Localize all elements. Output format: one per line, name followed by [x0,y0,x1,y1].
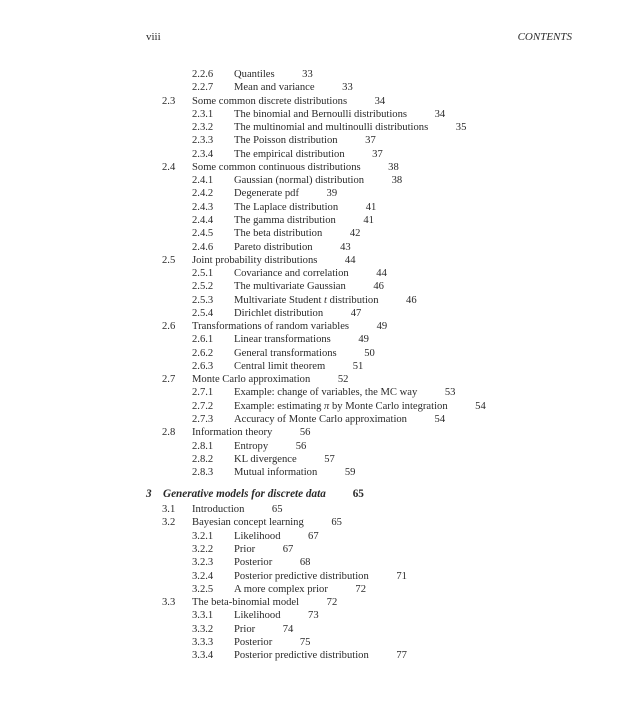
section-title [192,503,283,516]
section-title-text: Accuracy of Monte Carlo approximation [234,414,407,426]
section-number: 2.5.4 [192,307,214,319]
section-page-number: 65 [271,504,283,515]
section-page-number: 56 [295,440,307,452]
section-title [234,543,293,556]
section-title-text: Multivariate Student t distribution [234,294,379,306]
section-title-text: Covariance and correlation [234,268,349,280]
chapter-page-number: 65 [352,488,364,500]
section-number: 2.7.2 [192,400,214,412]
section-page-number: 54 [475,400,486,412]
section-page-number: 42 [349,228,361,240]
section-page-number: 57 [324,453,335,465]
section-title-text: Gaussian (normal) distribution [234,175,365,187]
section-page-number: 33 [302,69,313,80]
section-title [234,81,353,94]
section-title-text: Transformations of random variables [192,321,350,333]
section-number: 3.2 [162,517,176,529]
section-page-number: 41 [365,201,377,213]
section-page-number: 73 [308,610,319,622]
section-page-number: 46 [406,294,417,306]
section-page-number: 39 [326,188,338,200]
section-page-number: 38 [391,175,403,187]
section-number: 2.6.2 [192,347,214,359]
section-title-text: Monte Carlo approximation [192,374,311,386]
section-page-number: 65 [331,517,342,529]
section-title-text: Central limit theorem [234,360,326,372]
section-number: 2.2.6 [192,69,214,80]
section-number: 2.6.1 [192,334,214,346]
section-title [234,134,376,147]
section-title-text: Pareto distribution [234,241,313,253]
section-number: 3.2.5 [192,583,214,595]
section-title [192,161,399,174]
section-title [234,280,384,293]
section-number: 2.8.3 [192,467,214,479]
section-title [234,623,293,636]
section-page-number: 51 [352,360,364,372]
section-page-number: 75 [299,637,311,648]
section-page-number: 72 [355,583,366,595]
section-title-text: Bayesian concept learning [192,517,304,529]
running-title: CONTENTS [517,31,572,43]
section-title-text: A more complex prior [234,583,328,595]
section-title [234,649,407,662]
section-title [234,121,466,134]
section-title [234,187,337,200]
section-title [234,347,375,360]
section-title [234,201,376,214]
section-title [192,596,337,609]
section-number: 3.3.1 [192,610,214,622]
section-number: 2.8.1 [192,440,214,452]
section-title-text: Degenerate pdf [234,188,299,200]
section-number: 2.4.4 [192,214,214,226]
section-title-text: Joint probability distributions [192,254,318,266]
section-title [234,583,366,596]
section-number: 2.8.2 [192,453,214,465]
section-page-number: 43 [340,241,351,253]
page-number: viii [146,31,161,43]
section-title-text: Posterior predictive distribution [234,650,369,662]
section-title-text: The gamma distribution [234,214,336,226]
section-title [192,320,387,333]
section-page-number: 67 [308,530,319,542]
section-number: 3.2.2 [192,543,214,555]
section-title [234,174,402,187]
section-title-text: The Poisson distribution [234,135,338,147]
section-title-text: Likelihood [234,610,281,622]
section-page-number: 44 [344,254,356,266]
section-number: 2.6 [162,321,176,333]
section-title-text: Some common continuous distributions [192,161,361,173]
section-title [192,426,310,439]
section-number: 2.3.4 [192,148,214,160]
section-title [234,241,351,254]
section-page-number: 49 [358,334,369,346]
section-number: 2.3.3 [192,135,214,147]
section-number: 3.2.1 [192,530,214,542]
section-title [234,400,486,413]
section-page-number: 46 [373,281,384,293]
section-title-text: Prior [234,543,256,555]
section-page-number: 33 [342,82,353,94]
section-title-text: The multivariate Gaussian [234,281,346,293]
chapter-title [163,488,364,501]
section-title [234,214,374,227]
section-page-number: 49 [376,321,388,333]
section-title [234,386,455,399]
section-title-text: The beta distribution [234,228,323,240]
section-page-number: 34 [374,95,386,107]
chapter-number: 3 [146,488,152,500]
section-title-text: Posterior predictive distribution [234,570,369,582]
section-page-number: 74 [282,623,294,635]
section-page-number: 54 [434,414,446,426]
section-title-text: The binomial and Bernoulli distributions [234,108,408,120]
section-title [234,453,335,466]
section-number: 3.2.4 [192,570,214,582]
section-title-text: Likelihood [234,530,281,542]
section-page-number: 38 [388,161,399,173]
section-page-number: 52 [337,374,349,386]
section-title-text: The Laplace distribution [234,201,339,213]
section-title [234,227,360,240]
section-number: 3.3.2 [192,623,214,635]
section-title [192,254,356,267]
section-title-text: The multinomial and multinoulli distributions [234,122,429,134]
section-title-text: General transformations [234,347,337,359]
section-title [234,267,387,280]
section-title-text: Mutual information [234,467,318,479]
section-title [234,556,310,569]
section-page-number: 68 [299,557,311,569]
section-number: 2.8 [162,427,176,439]
section-title [234,307,361,320]
section-page-number: 41 [363,214,374,226]
section-number: 3.1 [162,504,176,515]
section-title-text: Some common discrete distributions [192,95,348,107]
section-title [234,148,383,161]
section-title [192,373,348,386]
section-page-number: 77 [396,650,407,662]
section-number: 2.7 [162,374,176,386]
section-number: 2.7.1 [192,387,214,399]
section-number: 3.3 [162,597,176,609]
section-number: 2.4.1 [192,175,214,187]
section-number: 3.3.4 [192,650,214,662]
section-title-text: The empirical distribution [234,148,345,160]
section-page-number: 35 [455,122,467,134]
section-number: 2.2.7 [192,82,214,94]
section-page-number: 47 [350,307,362,319]
section-number: 2.5.2 [192,281,214,293]
section-number: 2.3.1 [192,108,214,120]
section-number: 2.4.6 [192,241,214,253]
section-title-text: Posterior [234,557,273,569]
section-number: 2.4.5 [192,228,214,240]
section-page-number: 56 [299,427,311,439]
section-title [234,466,355,479]
section-title-text: Mean and variance [234,82,315,94]
section-number: 2.5.3 [192,294,214,306]
section-title [234,636,310,649]
section-title-text: Posterior [234,637,273,648]
section-title-text: Dirichlet distribution [234,307,324,319]
section-page-number: 37 [372,148,383,160]
section-title [234,108,445,121]
section-number: 2.3.2 [192,122,214,134]
section-number: 2.3 [162,95,176,107]
section-page-number: 71 [396,570,407,582]
section-title-text: Linear transformations [234,334,331,346]
section-title-text: Introduction [192,504,245,515]
section-title-text: Quantiles [234,69,275,80]
section-page-number: 50 [364,347,375,359]
section-title [234,413,445,426]
section-page-number: 67 [282,543,294,555]
section-number: 2.4.2 [192,188,214,200]
section-title [234,570,407,583]
section-title [234,333,369,346]
section-page-number: 34 [434,108,446,120]
section-title [192,516,342,529]
section-page-number: 44 [376,268,387,280]
section-number: 3.2.3 [192,557,214,569]
section-title [234,609,319,622]
section-number: 2.7.3 [192,414,214,426]
section-page-number: 72 [326,597,338,609]
section-page-number: 53 [444,387,456,399]
chapter-title-text: Generative models for discrete data [163,488,326,500]
section-number: 2.5 [162,254,176,266]
section-title-text: Information theory [192,427,273,439]
section-title-text: The beta-binomial model [192,597,300,609]
section-page-number: 37 [365,135,376,147]
section-title-text: Example: change of variables, the MC way [234,387,418,399]
section-number: 2.6.3 [192,360,214,372]
section-title-text: Example: estimating π by Monte Carlo integration [234,400,448,412]
section-title [234,440,306,453]
section-number: 2.4.3 [192,201,214,213]
section-title [234,68,313,81]
section-number: 3.3.3 [192,637,214,648]
section-title-text: Entropy [234,440,269,452]
section-number: 2.5.1 [192,268,214,280]
section-number: 2.4 [162,161,176,173]
section-title-text: KL divergence [234,453,297,465]
section-title [192,95,385,108]
section-title [234,530,319,543]
section-title [234,294,417,307]
section-title-text: Prior [234,623,256,635]
section-page-number: 59 [344,467,356,479]
section-title [234,360,363,373]
